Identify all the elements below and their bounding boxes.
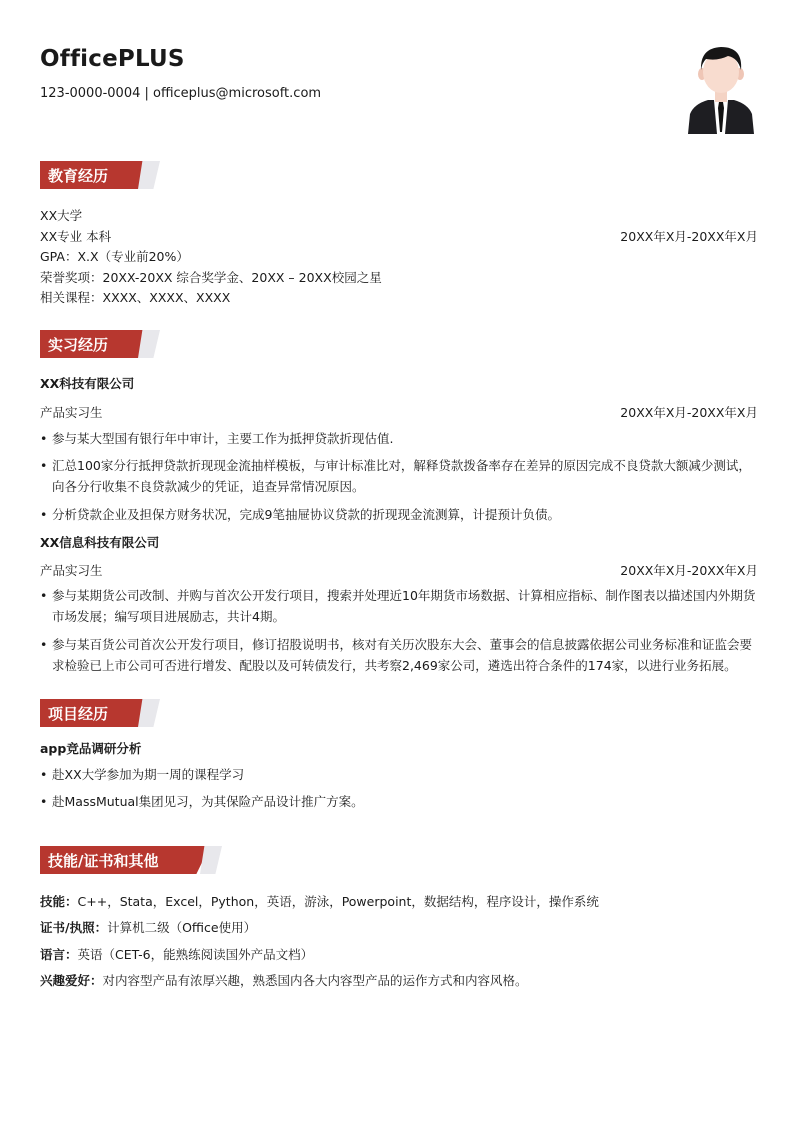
- section-title: 项目经历: [48, 705, 109, 723]
- section-header-education: [40, 161, 170, 189]
- list-item: • 参与某百货公司首次公开发行项目，修订招股说明书，核对有关历次股东大会、董事会的信息披露依据公司业务标准和证监会要求检验已上市公司可否进行增发、配股以及可转债发行，共考察2,469家公司，遴选出符合条件的174家，以进行业务拓展。: [40, 637, 753, 673]
- education-date: 20XX年X月-20XX年X月: [620, 229, 758, 244]
- list-item: • 分析贷款企业及担保方财务状况，完成9笔抽屉协议贷款的折现现金流测算，计提预计负债。: [40, 507, 560, 522]
- skill-key: 技能：: [40, 894, 78, 909]
- job-role: 产品实习生: [40, 405, 103, 420]
- person-avatar-icon: [688, 44, 754, 134]
- courses: 相关课程：XXXX、XXXX、XXXX: [40, 290, 231, 305]
- list-item: • 汇总100家分行抵押贷款折现现金流抽样模板，与审计标准比对，解释贷款拨备率存在差异的原因完成不良贷款大额减少测试，向各分行收集不良贷款减少的凭证，追查异常情况原因。: [40, 458, 751, 494]
- hobbies-row: [40, 971, 528, 989]
- skill-value: 英语（CET-6，能熟练阅读国外产品文档）: [77, 947, 314, 962]
- section-title: 教育经历: [48, 167, 109, 185]
- gpa: GPA：X.X（专业前20%）: [40, 249, 189, 264]
- list-item: • 赴MassMutual集团见习，为其保险产品设计推广方案。: [40, 794, 364, 809]
- major-degree: XX专业 本科: [40, 229, 112, 244]
- list-item: • 赴XX大学参加为期一周的课程学习: [40, 767, 245, 782]
- section-header-internship: [40, 330, 170, 358]
- skill-value: C++，Stata，Excel，Python，英语，游泳，Powerpoint，数据结构，程序设计，操作系统: [77, 894, 599, 909]
- skill-key: 语言：: [40, 947, 78, 962]
- job-role: 产品实习生: [40, 563, 103, 578]
- section-title: 技能/证书和其他: [48, 852, 159, 870]
- languages-row: [40, 945, 313, 963]
- honors: 荣誉奖项：20XX-20XX 综合奖学金、20XX – 20XX校园之星: [40, 270, 382, 285]
- list-item: • 参与某大型国有银行年中审计，主要工作为抵押贷款折现估值.: [40, 431, 394, 446]
- list-item: • 参与某期货公司改制、并购与首次公开发行项目，搜索并处理近10年期货市场数据、计算相应指标、制作图表以描述国内外期货市场发展；编写项目进展励志，共计4期。: [40, 588, 756, 624]
- resume-name: OfficePLUS: [40, 46, 185, 72]
- project-name: app竞品调研分析: [40, 741, 142, 756]
- skill-value: 对内容型产品有浓厚兴趣，熟悉国内各大内容型产品的运作方式和内容风格。: [102, 973, 528, 988]
- section-header-skills: [40, 846, 170, 874]
- company-name: XX信息科技有限公司: [40, 535, 160, 550]
- company-name: XX科技有限公司: [40, 376, 135, 391]
- section-title: 实习经历: [48, 336, 109, 354]
- skills-row: [40, 892, 599, 910]
- section-header-project: [40, 699, 170, 727]
- skill-key: 证书/执照：: [40, 920, 108, 935]
- job-date: 20XX年X月-20XX年X月: [620, 563, 758, 578]
- skill-key: 兴趣爱好：: [40, 973, 103, 988]
- certificates-row: [40, 918, 256, 936]
- school-name: XX大学: [40, 208, 83, 223]
- contact-info: 123-0000-0004 | officeplus@microsoft.com: [40, 86, 322, 101]
- job-date: 20XX年X月-20XX年X月: [620, 405, 758, 420]
- skill-value: 计算机二级（Office使用）: [107, 920, 257, 935]
